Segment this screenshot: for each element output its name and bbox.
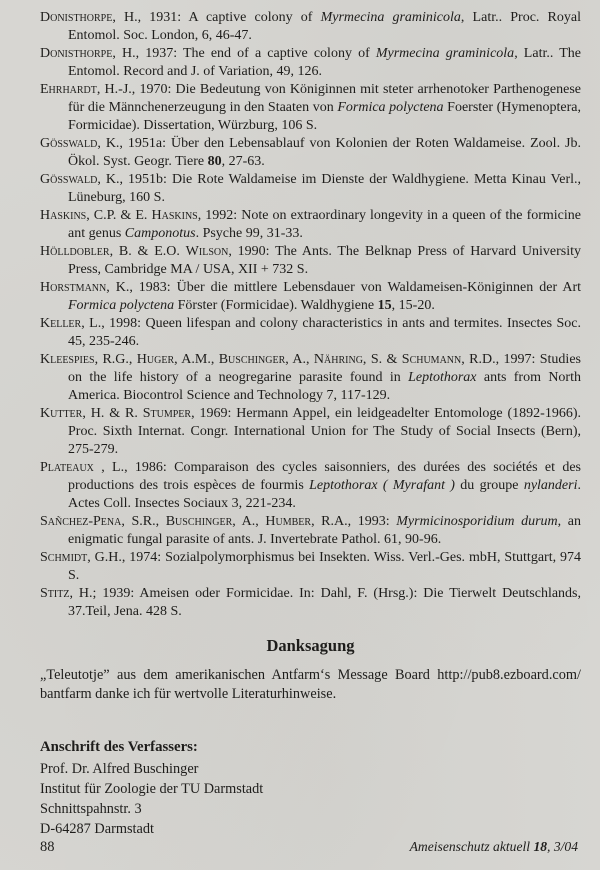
address-line: Schnittspahnstr. 3 xyxy=(40,801,142,817)
reference-segment: , Latr.. Proc. Royal Entomol. Soc. London, 6, 46-47. xyxy=(68,10,581,43)
reference-segment: Hölldobler xyxy=(40,244,110,259)
journal-volume: 18 xyxy=(533,839,548,854)
reference-segment: Leptothorax ( Myrafant ) xyxy=(309,478,455,493)
reference-entry xyxy=(40,513,581,549)
reference-segment: nylanderi xyxy=(523,478,578,493)
reference-segment: , R.D., 1997: Studies on the life history of a neogregarine parasite found in xyxy=(68,352,581,385)
reference-segment: , S.R., xyxy=(121,514,166,529)
reference-segment: Leptothorax xyxy=(408,370,477,385)
reference-segment: Keller xyxy=(40,316,82,331)
reference-segment: , G.H., 1974: Sozialpolymorphismus bei Insekten. Wiss. Verl.-Ges. mbH, Stuttgart, 974 S. xyxy=(68,550,581,583)
address-line: Prof. Dr. Alfred Buschinger xyxy=(40,761,199,777)
reference-segment: Stitz xyxy=(40,586,70,601)
reference-segment: Stumper xyxy=(142,406,192,421)
reference-segment: , C.P. & E. xyxy=(86,208,152,223)
reference-segment: Donisthorpe xyxy=(40,10,113,25)
reference-entry xyxy=(40,585,581,621)
reference-segment: Schumann xyxy=(401,352,462,367)
acknowledgements-text: „Teleutotje” aus dem amerikanischen Antfarm‘s Message Board http://pub8.ezboard.com/ bantfarm danke ich für wertvolle Literaturhinweise. xyxy=(40,667,581,702)
reference-segment: , L., 1998: Queen lifespan and colony characteristics in ants and termites. Insectes Soc. 45, 235-246. xyxy=(68,316,581,349)
reference-segment: . Actes Coll. Insectes Sociaux 3, 221-234. xyxy=(68,478,581,511)
reference-segment: Förster (Formicidae). Waldhygiene xyxy=(174,298,378,313)
reference-segment: , H.; 1939: Ameisen oder Formicidae. In: Dahl, F. (Hrsg.): Die Tierwelt Deutschlands, 37.Teil, Jena. 428 S. xyxy=(68,586,581,619)
reference-segment: Schmidt xyxy=(40,550,88,565)
reference-entry xyxy=(40,207,581,243)
reference-segment: Wilson xyxy=(185,244,229,259)
reference-segment: Kleespies xyxy=(40,352,95,367)
reference-segment: , L., 1986: Comparaison des cycles saisonniers, des durées des sociétés et des productions des trois espèces de fourmis xyxy=(68,460,581,493)
reference-segment: , H., 1937: The end of a captive colony of xyxy=(112,46,376,61)
reference-segment: , B. & E.O. xyxy=(109,244,186,259)
reference-segment: , 1992: Note on extraordinary longevity in a queen of the formicine ant genus xyxy=(68,208,581,241)
reference-segment: 15 xyxy=(377,298,392,313)
reference-segment: Plateaux xyxy=(40,460,94,475)
page-footer xyxy=(40,839,578,856)
reference-segment: , K., 1983: Über die mittlere Lebensdauer von Waldameisen-Königinnen der Art xyxy=(106,280,581,295)
reference-segment: , Latr.. The Entomol. Record and J. of Variation, 49, 126. xyxy=(68,46,581,79)
reference-segment: Camponotus xyxy=(124,226,196,241)
address-lines xyxy=(40,759,581,839)
author-address-block xyxy=(40,739,581,839)
reference-segment: , R.A., 1993: xyxy=(311,514,397,529)
reference-segment: , K., 1951a: Über den Lebensablauf von Kolonien der Roten Waldameise. Zool. Jb. Ökol. Syst. Geogr. Tiere xyxy=(68,136,581,169)
reference-segment: , 1969: Hermann Appel, ein leidgeadelter Entomologe (1892-1966). Proc. Sixth Internat. Congr. International Union for The Study of Social Insects (Bern), 275-279. xyxy=(68,406,581,457)
reference-segment: Buschinger xyxy=(218,352,286,367)
address-line: Institut für Zoologie der TU Darmstadt xyxy=(40,781,264,797)
journal-reference xyxy=(410,839,578,855)
reference-segment: Gösswald xyxy=(40,172,98,187)
reference-segment: , R.G., xyxy=(94,352,137,367)
reference-segment: du groupe xyxy=(454,478,524,493)
reference-entry xyxy=(40,81,581,135)
reference-entry xyxy=(40,171,581,207)
page-number: 88 xyxy=(40,839,55,855)
reference-segment: ants from North America. Biocontrol Science and Technology 7, 117-129. xyxy=(68,370,581,403)
reference-segment: , A.M., xyxy=(174,352,219,367)
reference-segment: Nähring xyxy=(313,352,363,367)
reference-segment: , 1990: The Ants. The Belknap Press of Harvard University Press, Cambridge MA / USA, XII + 732 S. xyxy=(68,244,582,277)
acknowledgements-heading: Danksagung xyxy=(266,636,355,655)
reference-segment: , 15-20. xyxy=(391,298,435,313)
reference-segment: Ehrhardt xyxy=(40,82,97,97)
reference-segment: Kutter xyxy=(40,406,83,421)
address-line: D-64287 Darmstadt xyxy=(40,821,154,837)
reference-entry xyxy=(40,9,581,45)
reference-segment: Gösswald xyxy=(40,136,98,151)
reference-segment: Donisthorpe xyxy=(40,46,113,61)
reference-entry xyxy=(40,279,581,315)
reference-entry xyxy=(40,459,581,513)
reference-segment: Sañchez-Pena xyxy=(40,514,122,529)
journal-title: Ameisenschutz aktuell xyxy=(409,839,534,854)
reference-segment: , H. & R. xyxy=(82,406,143,421)
reference-segment: Haskins xyxy=(151,208,198,223)
reference-segment: Formica polyctena xyxy=(68,298,175,313)
reference-segment: , A., xyxy=(232,514,266,529)
address-heading: Anschrift des Verfassers: xyxy=(40,739,198,755)
reference-segment: Huger xyxy=(136,352,175,367)
reference-segment: . Psyche 99, 31-33. xyxy=(195,226,303,241)
reference-segment: , H., 1931: A captive colony of xyxy=(112,10,321,25)
reference-segment: , S. & xyxy=(362,352,402,367)
reference-segment: , H.-J., 1970: Die Bedeutung von Königinnen mit steter arrhenotoker Parthenogenese für die Männchenerzeugung in den Staaten von xyxy=(68,82,581,115)
reference-segment: 80 xyxy=(207,154,222,169)
references-list xyxy=(40,9,581,621)
reference-segment: , K., 1951b: Die Rote Waldameise im Dienste der Waldhygiene. Metta Kinau Verl., Lüneburg, 160 S. xyxy=(68,172,581,205)
reference-entry xyxy=(40,549,581,585)
reference-entry xyxy=(40,315,581,351)
reference-segment: , an enigmatic fungal parasite of ants. J. Invertebrate Pathol. 61, 90-96. xyxy=(68,514,582,547)
reference-segment: Foerster (Hymenoptera, Formicidae). Dissertation, Würzburg, 106 S. xyxy=(68,100,581,133)
reference-entry xyxy=(40,405,581,459)
reference-entry xyxy=(40,45,581,81)
reference-entry xyxy=(40,243,581,279)
reference-segment: Formica polyctena xyxy=(337,100,444,115)
reference-segment: Myrmicinosporidium durum xyxy=(396,514,558,529)
reference-segment: Haskins xyxy=(40,208,87,223)
reference-segment: , 27-63. xyxy=(221,154,265,169)
reference-segment: Myrmecina graminicola xyxy=(320,10,461,25)
reference-segment: Humber xyxy=(265,514,312,529)
reference-segment: Myrmecina graminicola xyxy=(375,46,515,61)
reference-entry xyxy=(40,135,581,171)
journal-issue: , 3/04 xyxy=(547,839,578,854)
reference-segment: Buschinger xyxy=(165,514,233,529)
reference-segment: Horstmann xyxy=(40,280,107,295)
reference-segment: , A., xyxy=(285,352,314,367)
reference-entry xyxy=(40,351,581,405)
